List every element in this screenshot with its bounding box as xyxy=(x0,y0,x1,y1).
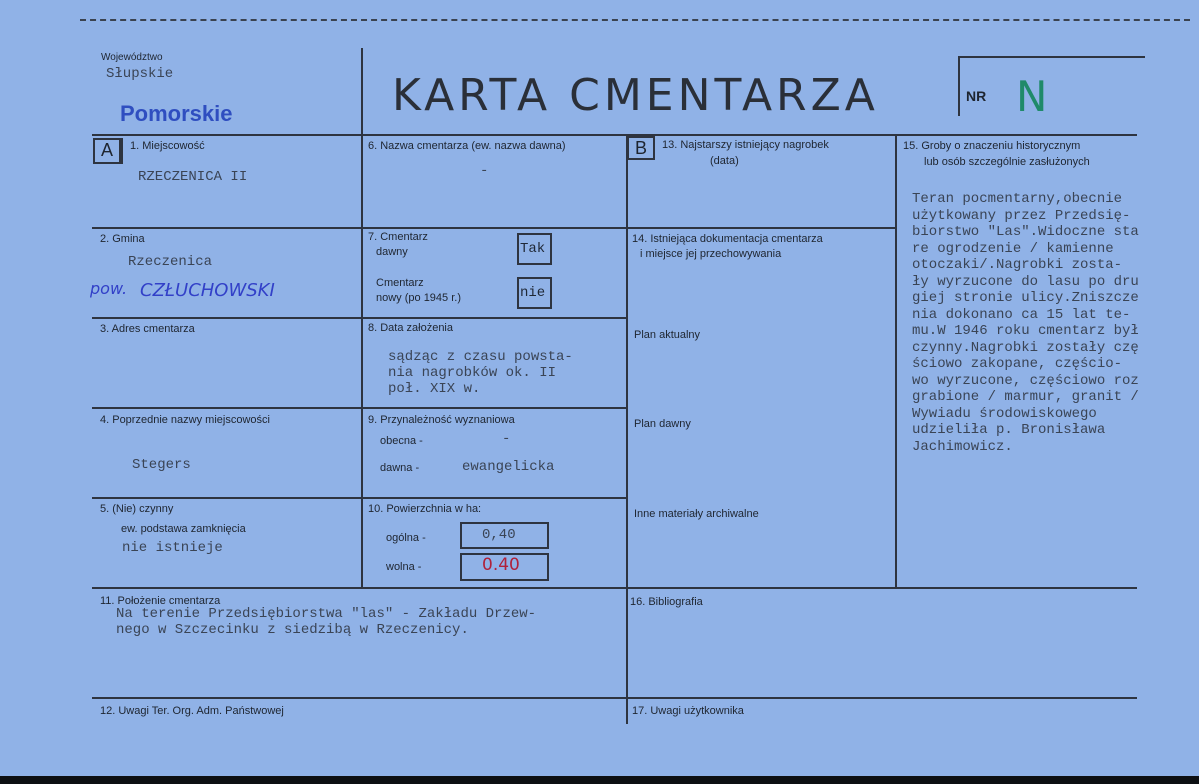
wojewodztwo-label: Województwo xyxy=(101,52,163,63)
grid-line xyxy=(92,317,627,319)
field-6-label: 6. Nazwa cmentarza (ew. nazwa dawna) xyxy=(368,140,566,152)
field-9-obecna-label: obecna - xyxy=(380,435,423,447)
grid-line xyxy=(92,407,627,409)
field-16-label: 16. Bibliografia xyxy=(630,596,703,608)
field-11-line: nego w Szczecinku z siedzibą w Rzeczenicy. xyxy=(116,622,469,638)
field-11-label: 11. Położenie cmentarza xyxy=(100,595,221,607)
field-8-line: nia nagrobków ok. II xyxy=(388,365,557,381)
field-1-value: RZECZENICA II xyxy=(138,169,248,185)
field-7-label-cmentarz2: Cmentarz xyxy=(376,277,424,289)
field-6-value: - xyxy=(480,163,489,179)
field-10-wolna-label: wolna - xyxy=(386,561,422,573)
field-10-label: 10. Powierzchnia w ha: xyxy=(368,503,482,515)
field-15-line: ły wyrzucone do lasu po dru xyxy=(912,273,1139,290)
field-1-label: 1. Miejscowość xyxy=(130,140,205,152)
section-a-letter: A xyxy=(93,138,121,164)
grid-line xyxy=(92,497,627,499)
field-9-dawna-value: ewangelicka xyxy=(462,459,555,475)
field-15-line: ściowo zakopane, częścio- xyxy=(912,356,1123,372)
field-15-line: Teran pocmentarny,obecnie xyxy=(912,191,1123,207)
field-5-value: nie istnieje xyxy=(122,540,223,556)
field-7-label-dawny: dawny xyxy=(376,246,408,258)
field-15-line: wo wyrzucone, częściowo roz xyxy=(912,372,1139,389)
field-2-pow-value: CZŁUCHOWSKI xyxy=(140,280,275,301)
grid-line xyxy=(960,56,1145,58)
field-7-label-cmentarz: 7. Cmentarz xyxy=(368,231,428,243)
field-2-pow-prefix: pow. xyxy=(90,279,128,298)
field-9-label: 9. Przynależność wyznaniowa xyxy=(368,414,515,426)
nr-value: N xyxy=(1016,72,1048,121)
top-dashed-line xyxy=(80,19,1190,21)
grid-line xyxy=(92,227,897,229)
field-15-line: giej stronie ulicy.Zniszcze xyxy=(912,290,1139,306)
grid-line xyxy=(895,134,897,588)
plan-aktualny-label: Plan aktualny xyxy=(634,329,701,341)
field-9-obecna-value: - xyxy=(502,431,511,447)
grid-line xyxy=(361,48,363,588)
field-12-label: 12. Uwagi Ter. Org. Adm. Państwowej xyxy=(100,705,284,717)
field-14-sublabel: i miejsce jej przechowywania xyxy=(640,248,782,260)
field-8-line: poł. XIX w. xyxy=(388,381,481,397)
field-15-line: Wywiadu środowiskowego xyxy=(912,405,1097,422)
field-8-label: 8. Data założenia xyxy=(368,322,453,334)
grid-line xyxy=(626,134,628,724)
plan-dawny-label: Plan dawny xyxy=(634,418,691,430)
field-15-line: Jachimowicz. xyxy=(912,438,1013,455)
field-15-line: czynny.Nagrobki zostały czę xyxy=(912,339,1139,356)
field-7-label-nowy: nowy (po 1945 r.) xyxy=(376,292,461,304)
field-4-label: 4. Poprzednie nazwy miejscowości xyxy=(100,414,270,426)
grid-line xyxy=(958,56,960,116)
field-14-label: 14. Istniejąca dokumentacja cmentarza xyxy=(632,233,823,245)
field-15-label: 15. Groby o znaczeniu historycznym xyxy=(903,140,1081,152)
grid-line xyxy=(92,134,1137,136)
grid-line xyxy=(92,587,1137,589)
voivodeship-stamp: Pomorskie xyxy=(120,101,233,126)
field-7-nowy-value: nie xyxy=(520,285,546,301)
field-15-line: biorstwo "Las".Widoczne sta xyxy=(912,224,1139,240)
field-15-line: użytkowany przez Przedsię- xyxy=(912,207,1131,224)
field-17-label: 17. Uwagi użytkownika xyxy=(632,705,744,717)
field-5-sublabel: ew. podstawa zamknięcia xyxy=(121,523,246,535)
field-11-line: Na terenie Przedsiębiorstwa "las" - Zakładu Drzew- xyxy=(116,606,537,622)
field-15-sublabel: lub osób szczególnie zasłużonych xyxy=(924,156,1090,168)
field-15-line: re ogrodzenie / kamienne xyxy=(912,240,1114,257)
field-13-sublabel: (data) xyxy=(710,155,739,167)
field-3-label: 3. Adres cmentarza xyxy=(100,323,195,335)
section-b-letter: B xyxy=(627,136,655,160)
field-2-value: Rzeczenica xyxy=(128,254,213,270)
field-5-label: 5. (Nie) czynny xyxy=(100,503,174,515)
field-15-line: udzieliła p. Bronisława xyxy=(912,422,1106,438)
card-title: KARTA CMENTARZA xyxy=(392,70,879,121)
field-15-line: nia dokonano ca 15 lat te- xyxy=(912,306,1131,323)
field-10-wolna-value: 0.40 xyxy=(482,555,520,575)
field-15-line: mu.W 1946 roku cmentarz był xyxy=(912,323,1139,339)
field-15-line: otoczaki/.Nagrobki zosta- xyxy=(912,257,1123,273)
wojewodztwo-value: Słupskie xyxy=(106,66,174,82)
inne-materialy-label: Inne materiały archiwalne xyxy=(634,508,759,520)
field-10-ogolna-value: 0,40 xyxy=(482,527,516,543)
field-15-line: grabione / marmur, granit / xyxy=(912,389,1139,405)
field-4-value: Stegers xyxy=(132,457,191,473)
field-2-label: 2. Gmina xyxy=(100,233,145,245)
field-7-dawny-value: Tak xyxy=(520,241,546,257)
field-13-label: 13. Najstarszy istniejący nagrobek xyxy=(662,139,829,151)
field-8-line: sądząc z czasu powsta- xyxy=(388,349,573,365)
field-9-dawna-label: dawna - xyxy=(380,462,420,474)
grid-line xyxy=(92,697,1137,699)
nr-label: NR xyxy=(966,88,987,104)
grid-line xyxy=(121,138,123,164)
field-10-ogolna-label: ogólna - xyxy=(386,532,426,544)
